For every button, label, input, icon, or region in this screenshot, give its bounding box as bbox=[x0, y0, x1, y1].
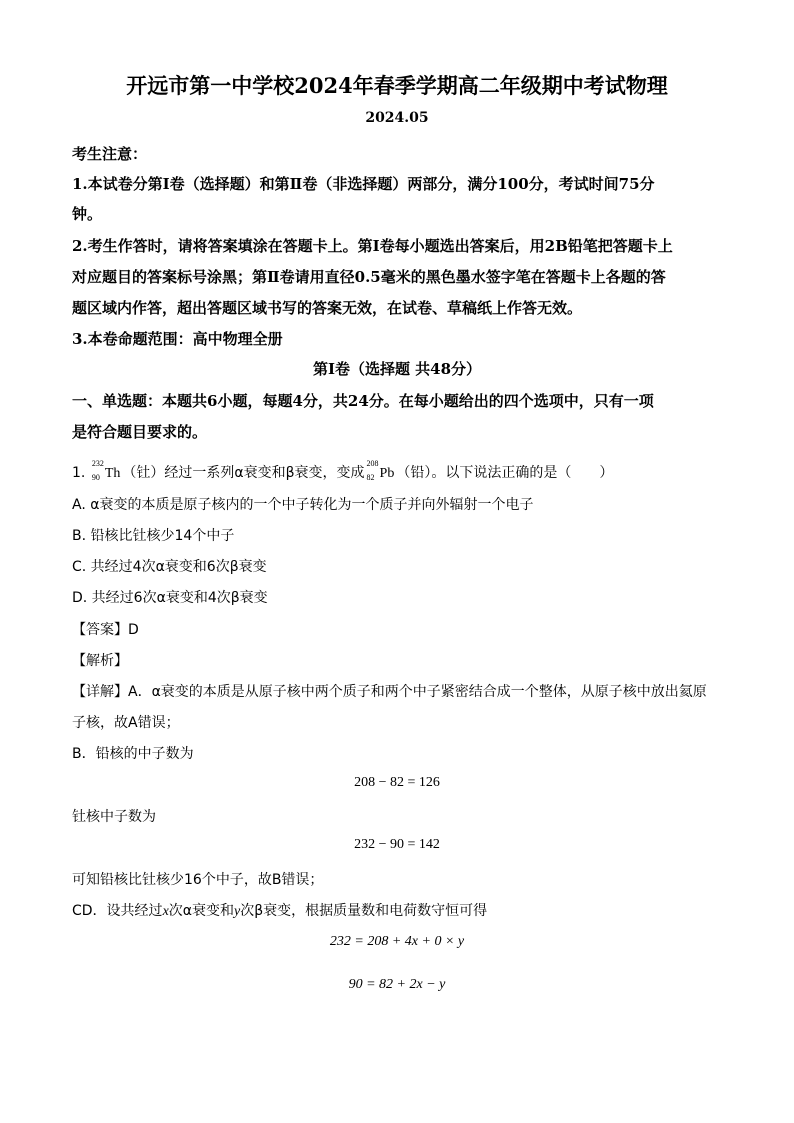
thorium-nuclide bbox=[91, 459, 121, 482]
thorium-mass-number: 232 bbox=[91, 459, 104, 468]
analysis-label: 【解析】 bbox=[72, 653, 128, 669]
thorium-symbol: Th bbox=[104, 466, 121, 481]
notice-item-1-line-1: 1.本试卷分第Ⅰ卷（选择题）和第Ⅱ卷（非选择题）两部分，满分100分，考试时间75分 bbox=[72, 175, 655, 193]
answer-label: 【答案】 bbox=[72, 622, 128, 638]
notice-item-2-line-2: 对应题目的答案标号涂黑；第Ⅱ卷请用直径0.5毫米的黑色墨水签字笔在答题卡上各题的答 bbox=[72, 268, 666, 286]
section-instruction-line-1: 一、单选题：本题共6小题，每题4分，共24分。在每小题给出的四个选项中，只有一项 bbox=[72, 392, 654, 410]
notice-item-1-line-2: 钟。 bbox=[72, 205, 103, 223]
option-c: C. 共经过4次α衰变和6次β衰变 bbox=[72, 559, 267, 575]
answer-line bbox=[72, 619, 139, 639]
exam-title: 开远市第一中学校2024年春季学期高二年级期中考试物理 bbox=[126, 73, 668, 98]
thorium-charge-number: 90 bbox=[91, 473, 100, 482]
variable-y: y bbox=[234, 904, 241, 919]
question-1-text-b: （铅）。以下说法正确的是（ ） bbox=[396, 465, 614, 481]
option-b: B. 铅核比钍核少14个中子 bbox=[72, 528, 235, 544]
conclusion-line: 可知铅核比钍核少16个中子，故B错误； bbox=[72, 872, 324, 888]
answer-value: D bbox=[128, 622, 139, 638]
equation-mass-conservation: 232 = 208 + 4x + 0 × y bbox=[329, 934, 465, 949]
lead-symbol: Pb bbox=[379, 466, 395, 481]
notice-heading: 考生注意： bbox=[72, 145, 148, 163]
question-1-text-a: （钍）经过一系列α衰变和β衰变，变成 bbox=[122, 465, 365, 481]
detail-b-line: B．铅核的中子数为 bbox=[72, 746, 194, 762]
equation-charge-conservation: 90 = 82 + 2x − y bbox=[348, 977, 446, 992]
cd-line bbox=[72, 900, 487, 920]
notice-item-2-line-1: 2.考生作答时，请将答案填涂在答题卡上。第Ⅰ卷每小题选出答案后，用2B铅笔把答题卡上 bbox=[72, 237, 673, 255]
thorium-neutron-line: 钍核中子数为 bbox=[72, 809, 156, 825]
lead-nuclide bbox=[366, 459, 395, 482]
equation-lead-neutrons: 208 − 82 = 126 bbox=[354, 775, 440, 790]
notice-item-2-line-3: 题区域内作答，超出答题区域书写的答案无效，在试卷、草稿纸上作答无效。 bbox=[72, 299, 583, 317]
detail-line-2: 子核，故A错误； bbox=[72, 715, 180, 731]
lead-charge-number: 82 bbox=[366, 473, 375, 482]
question-1-stem bbox=[72, 459, 614, 482]
question-number: 1. bbox=[72, 465, 86, 481]
cd-text-a: CD．设共经过 bbox=[72, 903, 163, 919]
lead-mass-number: 208 bbox=[366, 459, 379, 468]
option-d: D. 共经过6次α衰变和4次β衰变 bbox=[72, 590, 268, 606]
cd-text-c: 次β衰变，根据质量数和电荷数守恒可得 bbox=[240, 903, 488, 919]
cd-text-b: 次α衰变和 bbox=[168, 903, 235, 919]
notice-item-3: 3.本卷命题范围：高中物理全册 bbox=[72, 330, 283, 348]
section-instruction-line-2: 是符合题目要求的。 bbox=[72, 423, 208, 441]
option-a: A. α衰变的本质是原子核内的一个中子转化为一个质子并向外辐射一个电子 bbox=[72, 497, 534, 513]
equation-thorium-neutrons: 232 − 90 = 142 bbox=[354, 837, 440, 852]
exam-date: 2024.05 bbox=[365, 110, 429, 126]
detail-line-1: 【详解】A．α衰变的本质是从原子核中两个质子和两个中子紧密结合成一个整体，从原子核中放出氦原 bbox=[72, 684, 707, 700]
section-title: 第Ⅰ卷（选择题 共48分） bbox=[312, 360, 482, 378]
variable-x: x bbox=[162, 904, 169, 919]
